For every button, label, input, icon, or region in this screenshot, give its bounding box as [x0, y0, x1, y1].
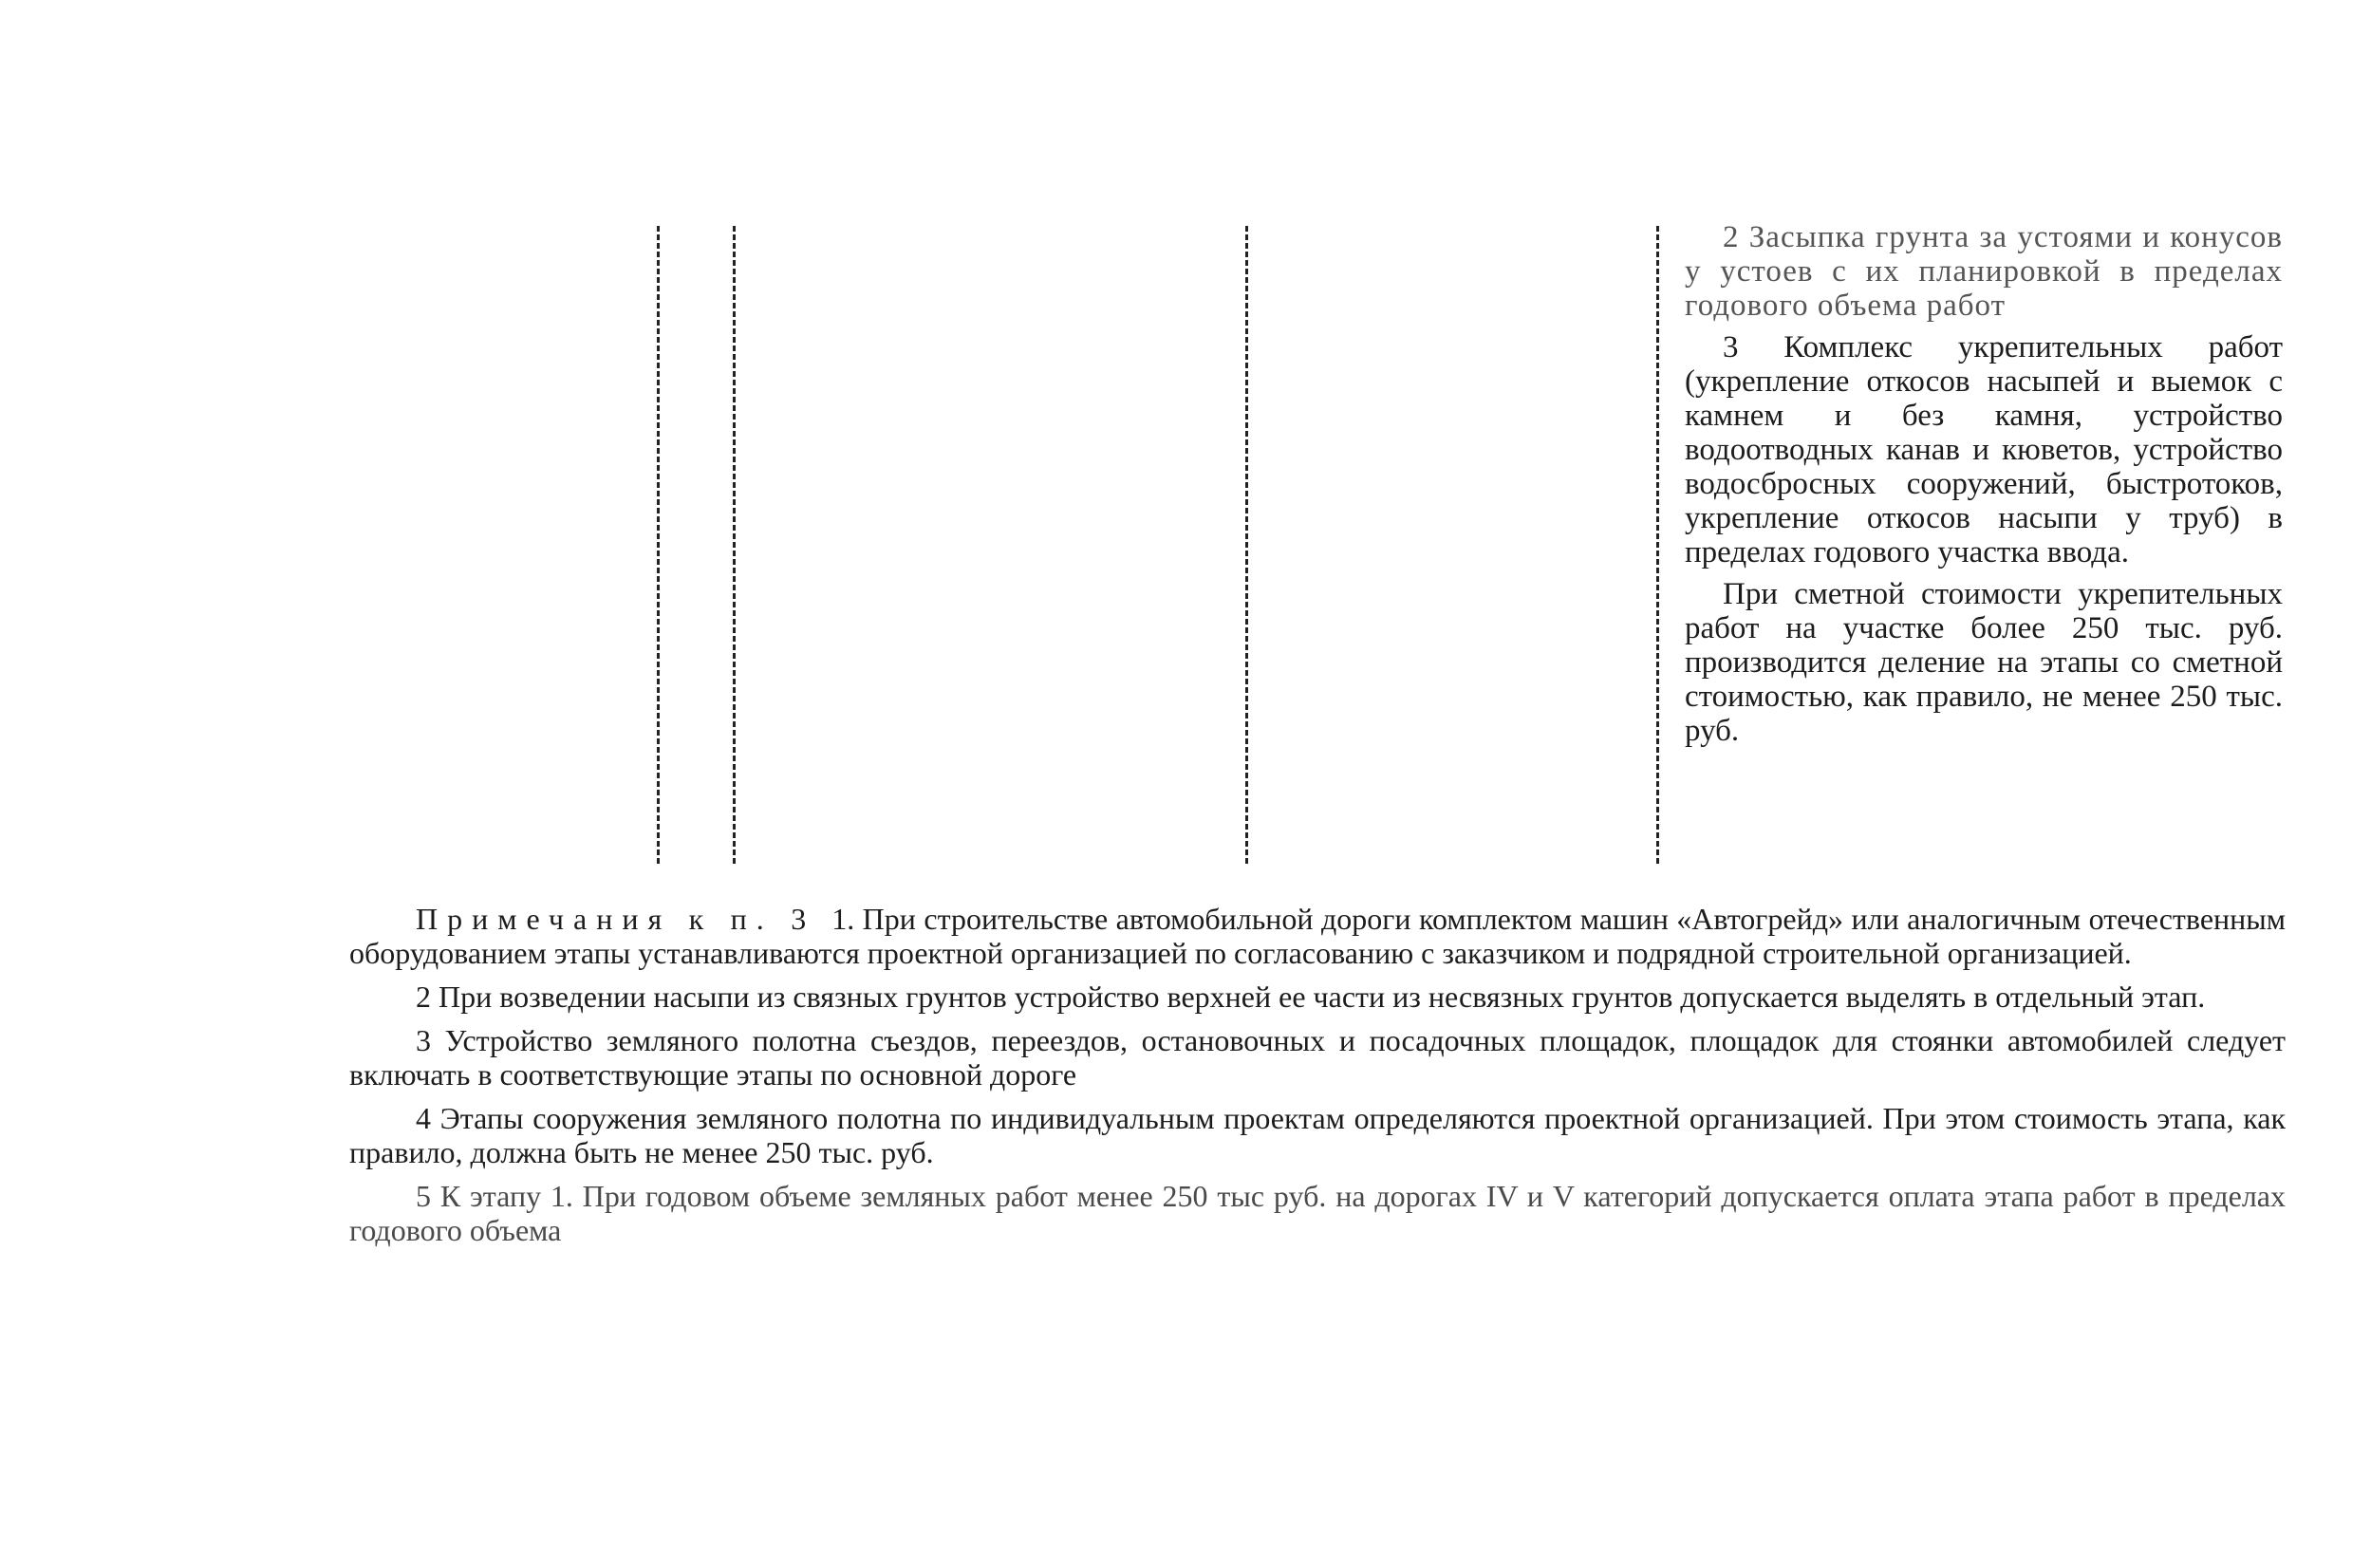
note-3: 3 Устройство земляного полотна съездов, переездов, остановочных и посадочных площадок, площадок для стоянки автомобилей следует включать в соответствующие этапы по основной дороге — [349, 1023, 2286, 1092]
note-5: 5 К этапу 1. При годовом объеме земляных работ менее 250 тыс руб. на дорогах IV и V категорий допускается оплата этапа работ в пределах годового объема — [349, 1179, 2286, 1247]
table-rule-1 — [657, 226, 660, 864]
notes-heading: Примечания к п. 3 — [416, 902, 816, 936]
note-4: 4 Этапы сооружения земляного полотна по индивидуальным проектам определяются проектной организацией. При этом стоимость этапа, как правило, должна быть не менее 250 тыс. руб. — [349, 1101, 2286, 1169]
note-1-text: 1. При строительстве автомобильной дороги комплектом машин «Автогрейд» или аналогичным отечественным оборудованием этапы устанавливаются проектной организацией по согласованию с заказчиком и подрядной строительной организацией. — [349, 902, 2287, 970]
table-item-3-extra: При сметной стоимости укрепительных работ на участке более 250 тыс. руб. производится деление на этапы со сметной стоимостью, как правило, не менее 250 тыс. руб. — [1685, 577, 2283, 748]
table-item-3: 3 Комплекс укрепительных работ (укрепление откосов насыпей и выемок с камнем и без камня, устройство водоотводных канав и кюветов, устройство водосбросных сооружений, быстротоков, укрепление откосов насыпи у труб) в пределах годового участка ввода. — [1685, 330, 2283, 569]
table-rule-4 — [1656, 226, 1659, 864]
table-rule-2 — [733, 226, 736, 864]
table-right-column — [1685, 220, 2283, 756]
table-item-2: 2 Засыпка грунта за устоями и конусов у устоев с их планировкой в пределах годового объема работ — [1685, 220, 2283, 323]
table-rule-3 — [1245, 226, 1248, 864]
note-2: 2 При возведении насыпи из связных грунтов устройство верхней ее части из несвязных грунтов допускается выделять в отдельный этап. — [416, 980, 2206, 1014]
notes-section — [349, 902, 2286, 1257]
note-1 — [349, 902, 2286, 970]
